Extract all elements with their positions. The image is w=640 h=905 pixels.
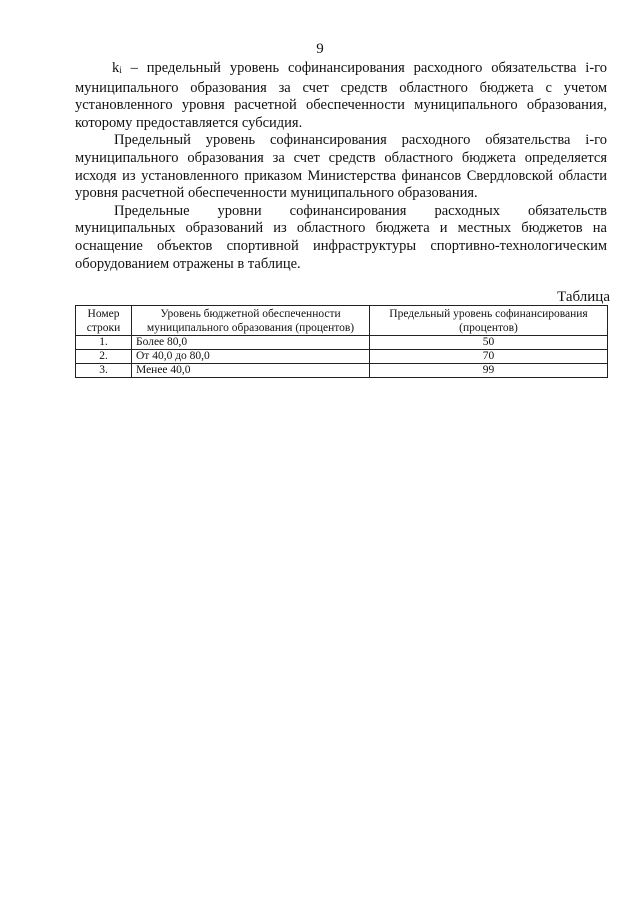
table-header-row [76,306,608,336]
budget-level-cell: От 40,0 до 80,0 [132,350,370,364]
table-body [76,336,608,378]
table-row [76,350,608,364]
cofinancing-percent-cell: 99 [370,364,608,378]
row-number-cell: 2. [76,350,132,364]
cofinancing-table [75,305,608,378]
paragraph-ki-definition [75,60,607,132]
cofinancing-percent-cell: 70 [370,350,608,364]
row-number-cell: 1. [76,336,132,350]
paragraph-table-reference: Предельные уровни софинансирования расходных обязательств муниципальных образований из областного бюджета и местных бюджетов на оснащение объектов спортивной инфраструктуры спортивно-технологическим оборудованием отражены в таблице. [75,202,607,272]
header-cofinancing-limit: Предельный уровень софинансирования (процентов) [370,306,608,336]
header-row-number: Номер строки [76,306,132,336]
budget-level-cell: Менее 40,0 [132,364,370,378]
paragraph-limit-level: Предельный уровень софинансирования расходного обязательства i-го муниципального образования за счет средств областного бюджета определяется исходя из установленного приказом Министерства финансов Свердловской области уровня расчетной обеспеченности муниципального образования. [75,132,607,202]
table-row [76,364,608,378]
body-text [75,60,607,273]
header-budget-level: Уровень бюджетной обеспеченности муниципального образования (процентов) [132,306,370,336]
ki-definition-text: – предельный уровень софинансирования расходного обязательства i-го муниципального образования за счет средств областного бюджета с учетом установленного уровня расчетной обеспеченности муниципального образования, которому предоставляется субсидия. [75,60,607,131]
ki-letter: k [112,60,120,76]
table-row [76,336,608,350]
table-header [76,306,608,336]
table-caption: Таблица [557,289,610,305]
page-number: 9 [316,41,324,57]
cofinancing-percent-cell: 50 [370,336,608,350]
budget-level-cell: Более 80,0 [132,336,370,350]
ki-subscript: i [119,65,122,75]
ki-symbol [112,60,122,76]
row-number-cell: 3. [76,364,132,378]
